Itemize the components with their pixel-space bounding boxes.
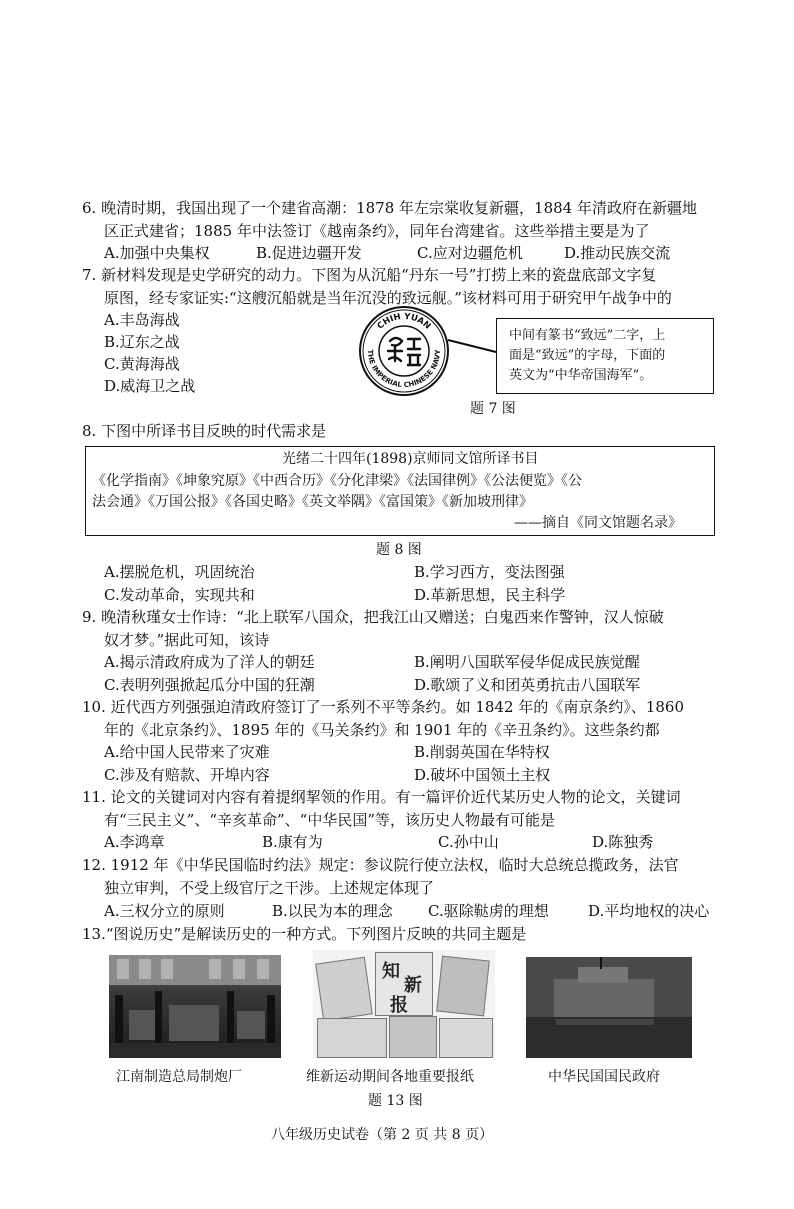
q6-option-a: A.加强中央集权	[104, 244, 210, 262]
q6-option-d: D.推动民族交流	[564, 244, 671, 262]
q8-option-b: B.学习西方，变法图强	[414, 563, 565, 581]
q13-figure-caption: 题 13 图	[368, 1093, 423, 1109]
booklist-title: 光绪二十四年(1898)京师同文馆所译书目	[282, 451, 539, 467]
newspapers-photo	[313, 950, 495, 1058]
q6-stem-line2: 区正式建省；1885 年中法签订《越南条约》，同年台湾建省。这些举措主要是为了	[104, 222, 650, 240]
seal-bottom-text: THE IMPERIAL CHINESE NAVY	[365, 349, 443, 390]
q10-option-d: D.破坏中国领土主权	[414, 766, 551, 784]
q10-stem-line2: 年的《北京条约》、1895 年的《马关条约》和 1901 年的《辛丑条约》。这些条约都	[104, 721, 660, 739]
photo2-caption: 维新运动期间各地重要报纸	[306, 1069, 474, 1085]
booklist-line1: 《化学指南》《坤象究原》《中西合历》《分化津梁》《法国律例》《公法便览》《公	[92, 473, 582, 489]
photo3-caption: 中华民国国民政府	[548, 1069, 660, 1085]
q11-option-d: D.陈独秀	[592, 833, 654, 851]
q11-stem-line1: 11. 论文的关键词对内容有着提纲挈领的作用。有一篇评价近代某历史人物的论文，关键词	[82, 788, 681, 806]
q7-stem-line1: 7. 新材料发现是史学研究的动力。下图为从沉船“丹东一号”打捞上来的瓷盘底部文字复	[82, 266, 657, 284]
q11-option-a: A.李鸿章	[104, 833, 165, 851]
q7-option-b: B.辽东之战	[104, 333, 180, 351]
q12-option-d: D.平均地权的决心	[588, 902, 710, 920]
q9-option-c: C.表明列强掀起瓜分中国的狂潮	[104, 676, 315, 694]
q9-option-a: A.揭示清政府成为了洋人的朝廷	[104, 653, 315, 671]
page-footer: 八年级历史试卷（第 2 页 共 8 页）	[271, 1127, 494, 1143]
newspaper-mark-2: 新	[404, 975, 422, 996]
q12-option-a: A.三权分立的原则	[104, 902, 225, 920]
q10-stem-line1: 10. 近代西方列强强迫清政府签订了一系列不平等条约。如 1842 年的《南京条约》、1860	[82, 698, 685, 716]
q11-option-b: B.康有为	[262, 833, 323, 851]
booklist-line2: 法会通》《万国公报》《各国史略》《英文举隅》《富国策》《新加坡刑律》	[92, 494, 533, 510]
q7-figure-caption: 题 7 图	[470, 401, 516, 417]
q9-stem-line1: 9. 晚清秋瑾女士作诗：“北上联军八国众，把我江山又赠送；白鬼西来作警钟，汉人惊破	[82, 608, 664, 626]
q6-option-b: B.促进边疆开发	[256, 244, 362, 262]
q8-booklist-box	[85, 446, 715, 536]
nationalist-government-photo	[526, 957, 692, 1058]
q8-figure-caption: 题 8 图	[376, 542, 422, 558]
q7-option-c: C.黄海海战	[104, 355, 180, 373]
q10-option-b: B.削弱英国在华特权	[414, 743, 550, 761]
q12-option-c: C.驱除鞑虏的理想	[428, 902, 549, 920]
q12-option-b: B.以民为本的理念	[272, 902, 393, 920]
q12-stem-line1: 12. 1912 年《中华民国临时约法》规定：参议院行使立法权，临时大总统总揽政务，法官	[82, 856, 679, 874]
q11-stem-line2: 有“三民主义”、“辛亥革命”、“中华民国”等，该历史人物最有可能是	[104, 811, 556, 829]
zhiyuan-seal-image	[358, 305, 450, 397]
q7-option-d: D.威海卫之战	[104, 377, 196, 395]
q8-option-c: C.发动革命，实现共和	[104, 586, 255, 604]
seal-top-text: CHIH YUAN	[375, 311, 433, 332]
q12-stem-line2: 独立审判，不受上级官厅之干涉。上述规定体现了	[104, 879, 435, 897]
q6-option-c: C.应对边疆危机	[417, 244, 523, 262]
q7-stem-line2: 原图，经专家证实:“这艘沉船就是当年沉没的致远舰。”该材料可用于研究甲午战争中的	[104, 289, 672, 307]
q13-stem: 13.“图说历史”是解读历史的一种方式。下列图片反映的共同主题是	[82, 925, 527, 943]
q7-callout-box	[496, 318, 714, 394]
callout-pointer	[448, 339, 497, 353]
q7-option-a: A.丰岛海战	[104, 311, 180, 329]
photo1-caption: 江南制造总局制炮厂	[116, 1069, 242, 1085]
q10-option-c: C.涉及有赔款、开埠内容	[104, 766, 270, 784]
callout-line1: 中间有篆书“致远”二字，上	[509, 328, 666, 343]
newspaper-mark-1: 知	[382, 961, 400, 982]
q11-option-c: C.孙中山	[438, 833, 499, 851]
q9-stem-line2: 奴才梦。”据此可知，该诗	[104, 631, 270, 649]
q8-option-d: D.革新思想，民主科学	[414, 586, 566, 604]
q9-option-d: D.歌颂了义和团英勇抗击八国联军	[414, 676, 641, 694]
q8-option-a: A.摆脱危机，巩固统治	[104, 563, 255, 581]
newspaper-mark-3: 报	[390, 995, 408, 1016]
q8-stem: 8. 下图中所译书目反映的时代需求是	[82, 422, 327, 440]
arsenal-photo	[109, 955, 281, 1058]
q6-stem-line1: 6. 晚清时期，我国出现了一个建省高潮：1878 年左宗棠收复新疆，1884 年清政府在新疆地	[82, 199, 697, 217]
callout-line3: 英文为“中华帝国海军”。	[509, 368, 653, 383]
callout-line2: 面是“致远”的字母，下面的	[509, 348, 666, 363]
q10-option-a: A.给中国人民带来了灾难	[104, 743, 270, 761]
q9-option-b: B.阐明八国联军侵华促成民族觉醒	[414, 653, 640, 671]
booklist-source: ——摘自《同文馆题名录》	[514, 515, 682, 531]
